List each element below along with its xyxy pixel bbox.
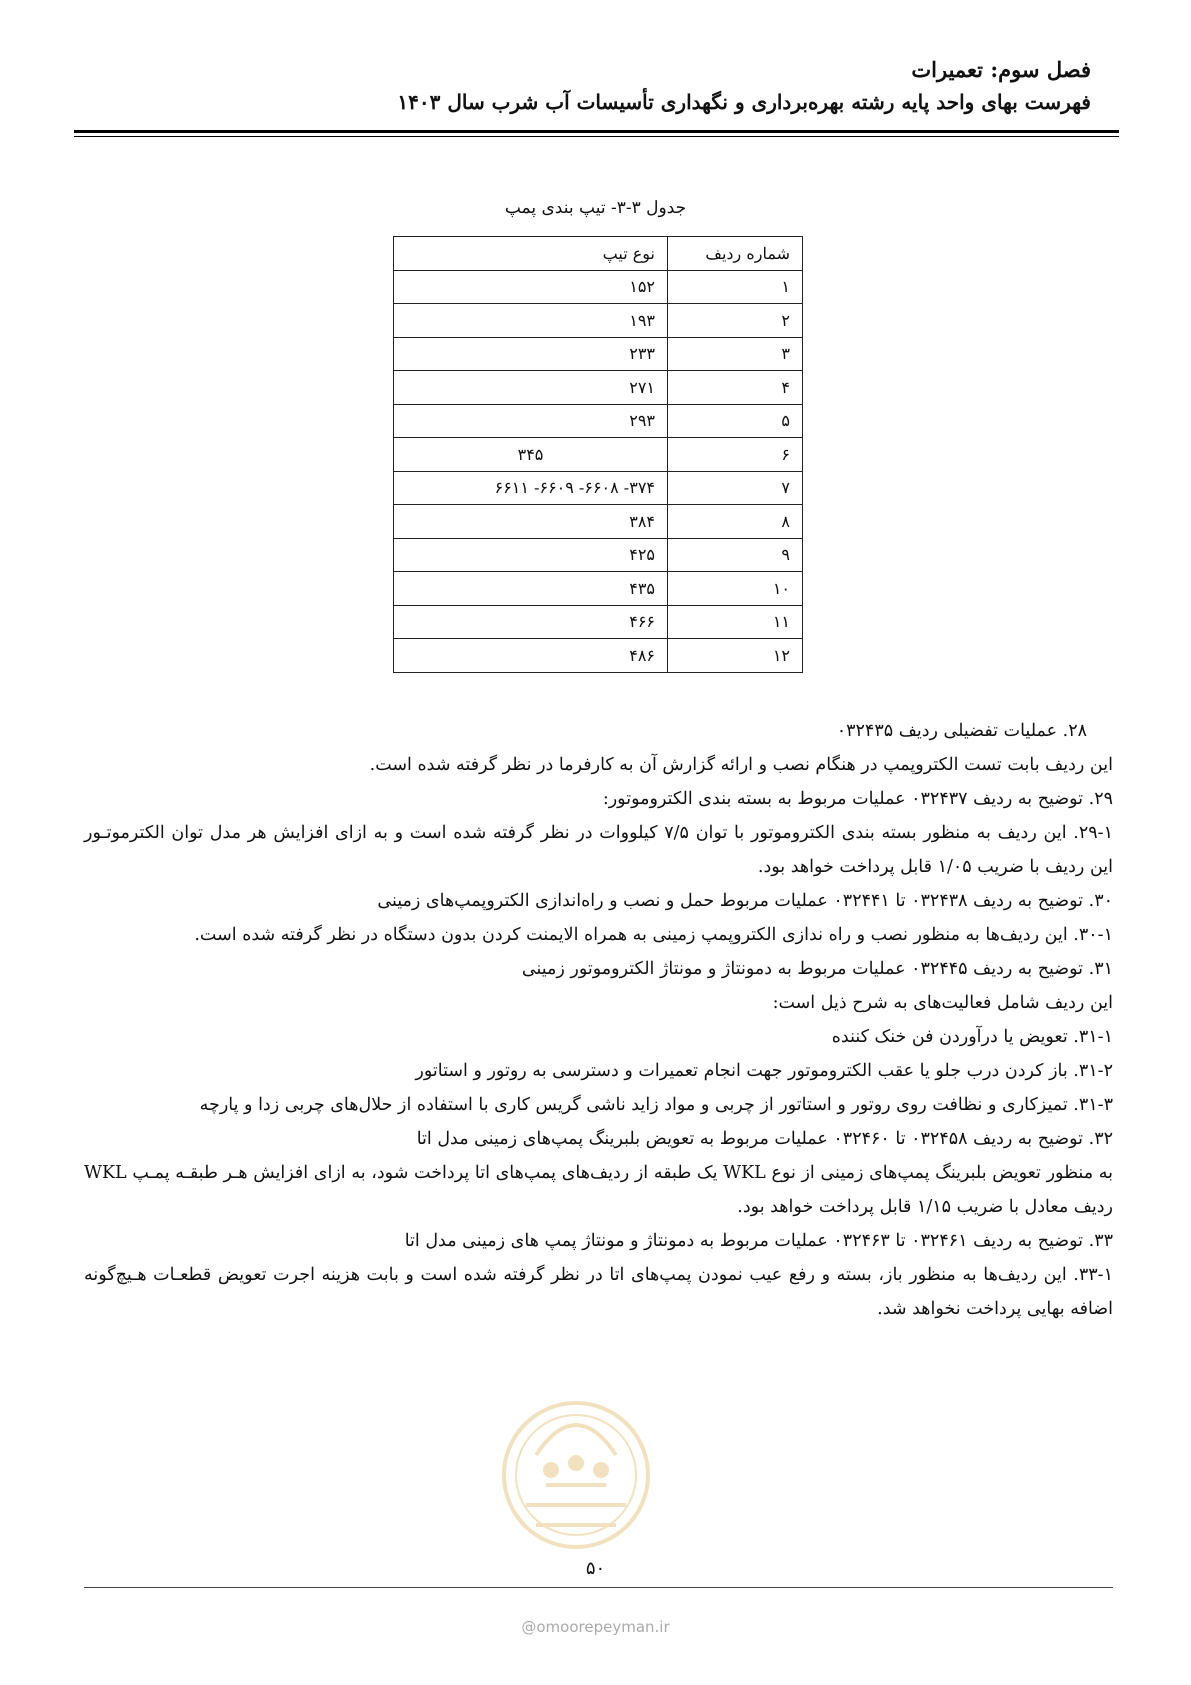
paragraph: ۳۰-۱. این ردیف‌ها به منظور نصب و راه ندازی الکتروپمپ زمینی به همراه الایمنت کردن بدون دستگاه در نظر گرفته شده است.	[194, 925, 1113, 945]
type-cell: ۳۴۵	[394, 438, 668, 472]
type-cell: ۳۸۴	[394, 505, 668, 539]
table-header-row	[394, 237, 803, 271]
row-number-cell: ۱۱	[668, 605, 803, 639]
table-row	[394, 270, 803, 304]
row-number-cell: ۸	[668, 505, 803, 539]
type-cell: ۱۹۳	[394, 304, 668, 338]
type-cell: ۴۸۶	[394, 639, 668, 673]
table-row	[394, 371, 803, 405]
table-row	[394, 304, 803, 338]
section-heading-28: ۲۸. عملیات تفضیلی ردیف ۰۳۲۴۳۵	[836, 721, 1087, 741]
paragraph: ۳۳-۱. این ردیف‌ها به منظور باز، بسته و رفع عیب نمودن پمپ‌های اتا در نظر گرفته شده است و بابت هزینه اجرت تعویض قطعـات هـیچ‌گونه اضافه بهایی پرداخت نخواهد شد.	[84, 1265, 1113, 1319]
row-number-cell: ۶	[668, 438, 803, 472]
type-cell: ۴۲۵	[394, 538, 668, 572]
table-caption: جدول ۳-۳- تیپ بندی پمپ	[504, 198, 687, 218]
pump-type-table	[393, 236, 803, 673]
table-row	[394, 572, 803, 606]
type-cell: ۱۵۲	[394, 270, 668, 304]
document-subtitle: فهرست بهای واحد پایه رشته بهره‌برداری و نگهداری تأسیسات آب شرب سال ۱۴۰۳	[397, 90, 1091, 114]
paragraph: به منظور تعویض بلبرینگ پمپ‌های زمینی از نوع WKL یک طبقه از ردیف‌های پمپ‌های اتا پرداخت شود، به ازای افزایش هـر طبقـه پمـپ WKL ردیف معادل با ضریب ۱/۱۵ قابل پرداخت خواهد بود.	[84, 1163, 1113, 1217]
list-item: ۳۱-۳. تمیزکاری و نظافت روی روتور و استاتور از چربی و مواد زاید ناشی گریس کاری با استفاده از حلال‌های چربی زدا و پارچه	[199, 1095, 1113, 1115]
type-cell: ۴۳۵	[394, 572, 668, 606]
header-rule-thin	[74, 136, 1119, 137]
section-heading-32: ۳۲. توضیح به ردیف ۰۳۲۴۵۸ تا ۰۳۲۴۶۰ عملیات مربوط به تعویض بلبرینگ پمپ‌های زمینی مدل اتا	[416, 1129, 1113, 1149]
table-row	[394, 471, 803, 505]
watermark-seal	[496, 1355, 656, 1565]
type-cell: ۲۷۱	[394, 371, 668, 405]
row-number-cell: ۱۰	[668, 572, 803, 606]
table-row	[394, 538, 803, 572]
page-number: ۵۰	[585, 1558, 606, 1579]
section-heading-31: ۳۱. توضیح به ردیف ۰۳۲۴۴۵ عملیات مربوط به دمونتاژ و مونتاژ الکتروموتور زمینی	[521, 959, 1113, 979]
table-row	[394, 404, 803, 438]
section-heading-33: ۳۳. توضیح به ردیف ۰۳۲۴۶۱ تا ۰۳۲۴۶۳ عملیات مربوط به دمونتاژ و مونتاژ پمپ های زمینی مدل اتا	[404, 1231, 1113, 1251]
type-cell: ۲۹۳	[394, 404, 668, 438]
list-item: ۳۱-۱. تعویض یا درآوردن فن خنک کننده	[831, 1027, 1113, 1047]
table-row	[394, 505, 803, 539]
table-row	[394, 438, 803, 472]
paragraph: ۲۹-۱. این ردیف به منظور بسته بندی الکتروموتور با توان ۷/۵ کیلووات در نظر گرفته شده است و به ازای افزایش هر مدل توان الکترموتـور این ردیف با ضریب ۱/۰۵ قابل پرداخت خواهد بود.	[84, 823, 1113, 877]
list-item: ۳۱-۲. باز کردن درب جلو یا عقب الکتروموتور جهت انجام تعمیرات و دسترسی به روتور و استاتور	[415, 1061, 1113, 1081]
type-cell: ۴۶۶	[394, 605, 668, 639]
row-number-cell: ۱	[668, 270, 803, 304]
website-watermark: @omoorepeyman.ir	[521, 1618, 670, 1636]
column-header-type: نوع تیپ	[394, 237, 668, 271]
body-text	[84, 714, 1113, 1326]
paragraph: این ردیف بابت تست الکتروپمپ در هنگام نصب و ارائه گزارش آن به کارفرما در نظر گرفته شده است.	[369, 755, 1113, 775]
table-row	[394, 639, 803, 673]
row-number-cell: ۷	[668, 471, 803, 505]
row-number-cell: ۲	[668, 304, 803, 338]
column-header-row-number: شماره ردیف	[668, 237, 803, 271]
paragraph: این ردیف شامل فعالیت‌های به شرح ذیل است:	[772, 993, 1113, 1013]
table-row	[394, 337, 803, 371]
header-rule-thick	[74, 130, 1119, 133]
row-number-cell: ۱۲	[668, 639, 803, 673]
row-number-cell: ۵	[668, 404, 803, 438]
section-heading-29: ۲۹. توضیح به ردیف ۰۳۲۴۳۷ عملیات مربوط به بسته بندی الکتروموتور:	[602, 789, 1113, 809]
chapter-title: فصل سوم: تعمیرات	[911, 57, 1091, 82]
type-cell: ۲۳۳	[394, 337, 668, 371]
page-header	[70, 54, 1121, 118]
type-cell: ۳۷۴- ۶۶۰۸- ۶۶۰۹- ۶۶۱۱	[394, 471, 668, 505]
row-number-cell: ۴	[668, 371, 803, 405]
table-row	[394, 605, 803, 639]
section-heading-30: ۳۰. توضیح به ردیف ۰۳۲۴۳۸ تا ۰۳۲۴۴۱ عملیات مربوط حمل و نصب و راه‌اندازی الکتروپمپ‌های زمینی	[377, 891, 1113, 911]
row-number-cell: ۹	[668, 538, 803, 572]
footer-rule	[84, 1587, 1113, 1588]
row-number-cell: ۳	[668, 337, 803, 371]
